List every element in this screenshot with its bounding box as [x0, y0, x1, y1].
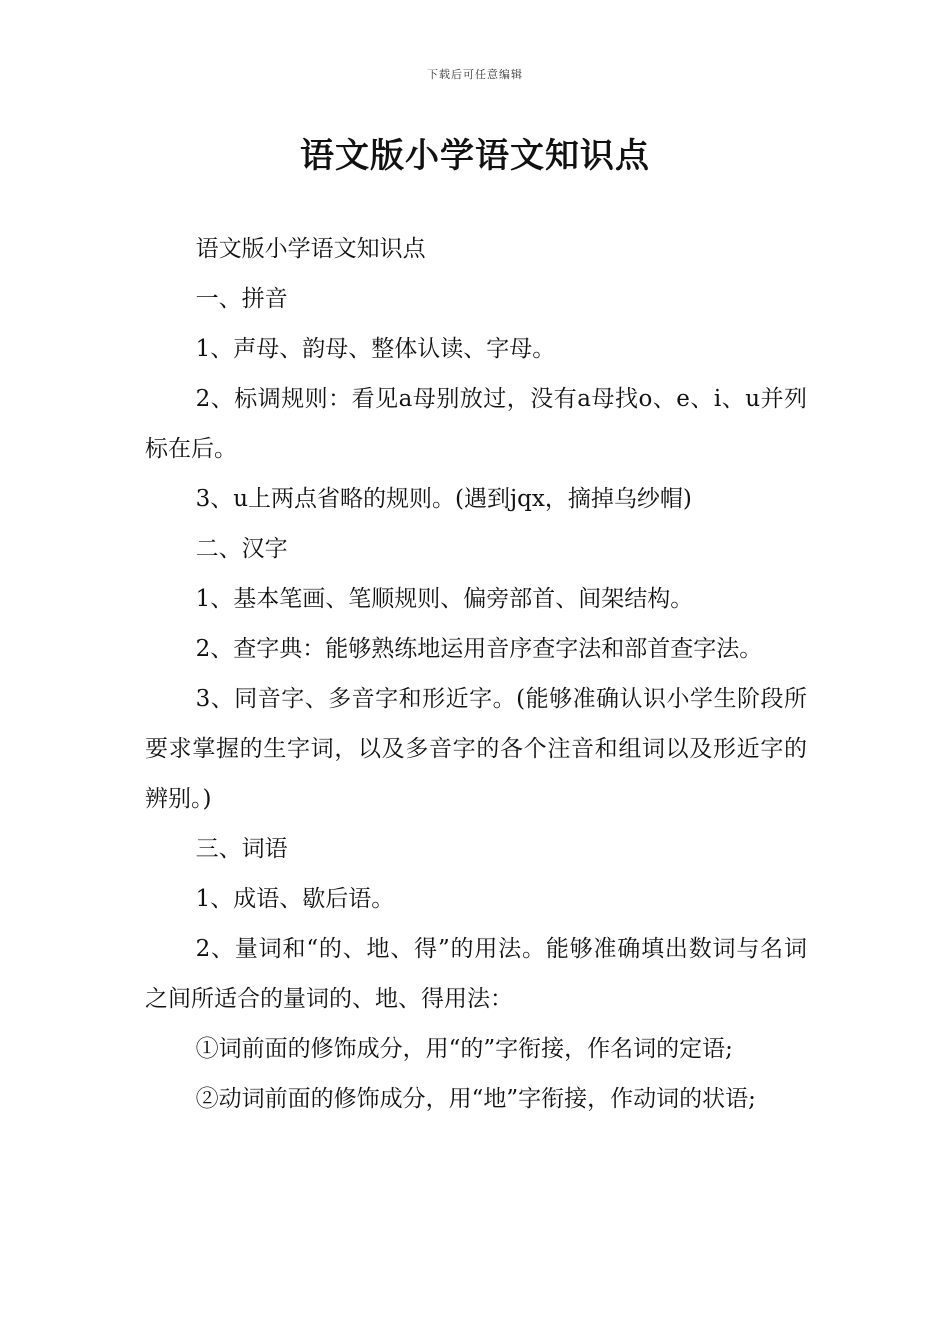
- document-body: [145, 224, 807, 1124]
- paragraph: 1、成语、歇后语。: [195, 886, 395, 912]
- section-heading-pinyin: 一、拼音: [195, 286, 288, 312]
- header-note: 下载后可任意编辑: [427, 68, 523, 81]
- paragraph: 2、查字典：能够熟练地运用音序查字法和部首查字法。: [195, 636, 763, 662]
- paragraph: 3、u上两点省略的规则。(遇到jqx，摘掉乌纱帽): [195, 486, 692, 512]
- paragraph: ②动词前面的修饰成分，用“地”字衔接，作动词的状语;: [195, 1086, 756, 1112]
- paragraph-subtitle: 语文版小学语文知识点: [195, 236, 426, 262]
- paragraph: 1、基本笔画、笔顺规则、偏旁部首、间架结构。: [195, 586, 694, 612]
- section-heading-hanzi: 二、汉字: [195, 536, 288, 562]
- paragraph: 1、声母、韵母、整体认读、字母。: [195, 336, 556, 362]
- paragraph: 2、量词和“的、地、得”的用法。能够准确填出数词与名词之间所适合的量词的、地、得用法：: [145, 936, 807, 1012]
- section-heading-ciyu: 三、词语: [195, 836, 288, 862]
- paragraph: 3、同音字、多音字和形近字。(能够准确认识小学生阶段所要求掌握的生字词，以及多音字的各个注音和组词以及形近字的辨别。): [145, 686, 807, 812]
- document-title: 语文版小学语文知识点: [300, 136, 650, 176]
- paragraph: 2、标调规则：看见a母别放过，没有a母找o、e、i、u并列标在后。: [145, 386, 807, 462]
- paragraph: ①词前面的修饰成分，用“的”字衔接，作名词的定语;: [195, 1036, 733, 1062]
